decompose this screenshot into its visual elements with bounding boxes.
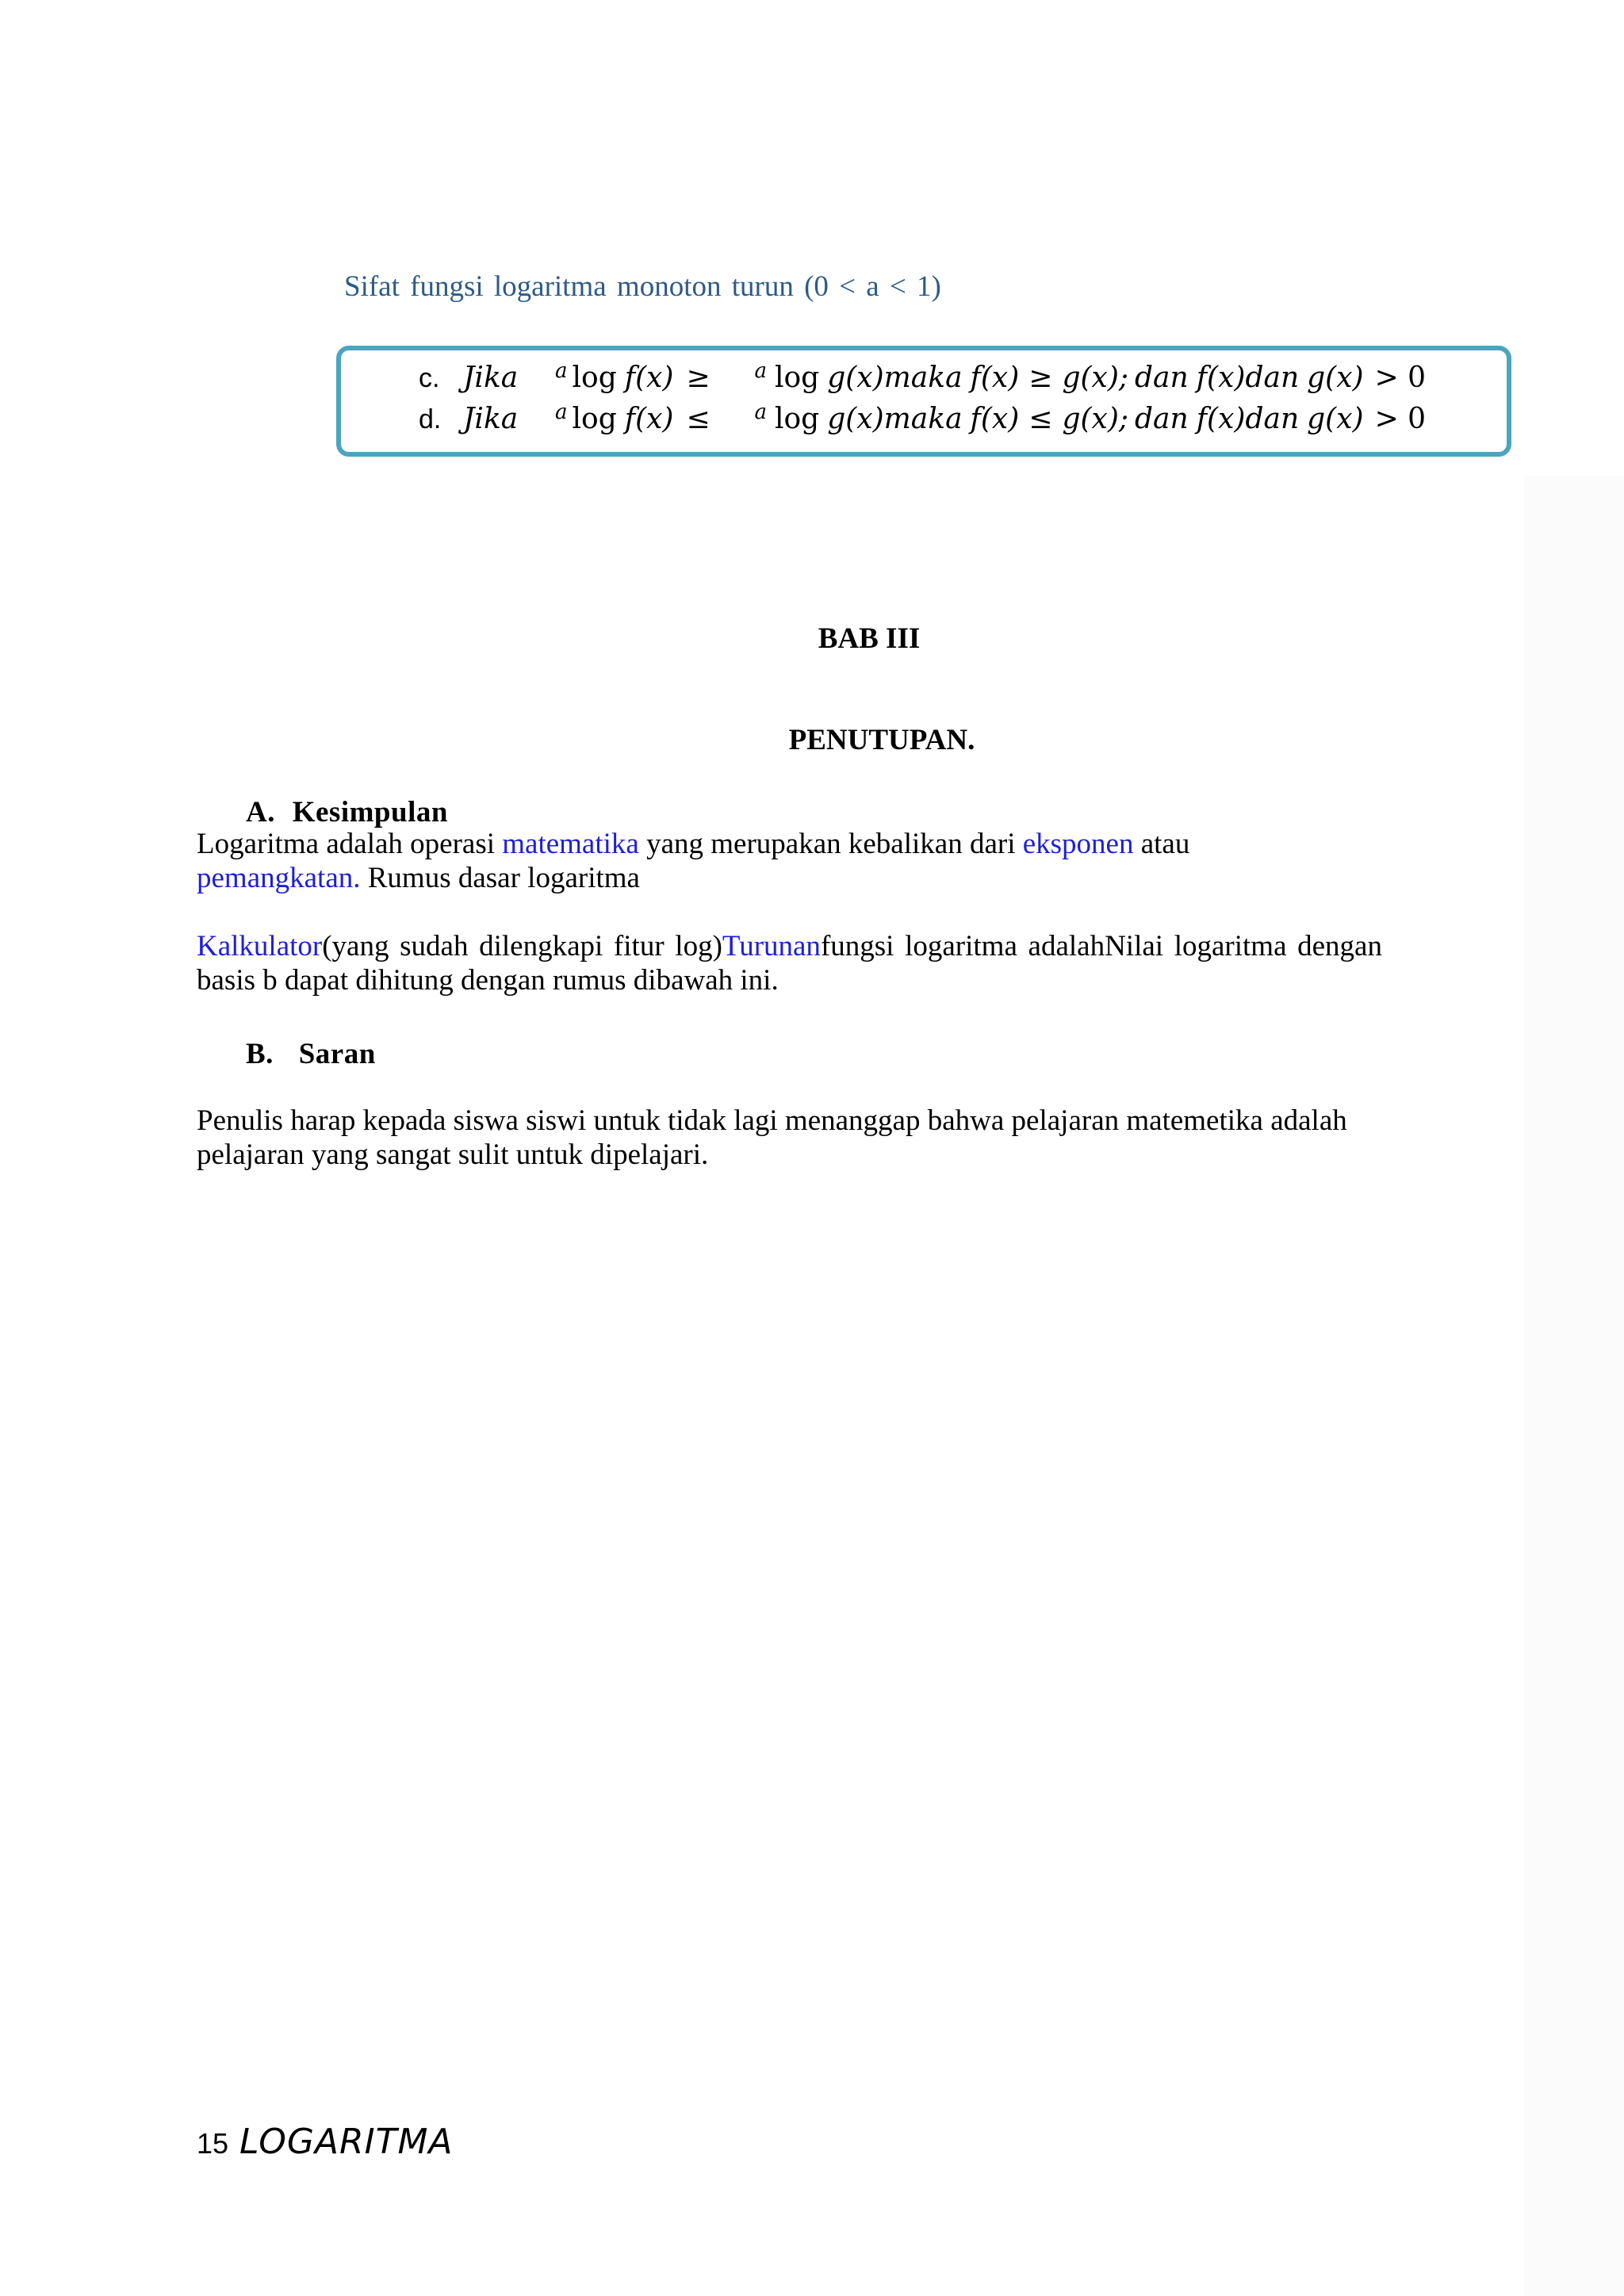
text-run: (yang sudah dilengkapi fitur log) — [322, 930, 722, 962]
gx-text: g(x) — [827, 362, 884, 394]
kesimpulan-paragraph-1 — [197, 827, 1386, 895]
text-run: Rumus dasar logaritma — [360, 862, 640, 894]
maka-text: maka — [883, 403, 963, 435]
dan-text: dan — [1245, 362, 1300, 394]
gx-text: g(x); — [1062, 362, 1129, 394]
jika-text: Jika — [463, 362, 519, 394]
gx-text: g(x); — [1062, 403, 1129, 435]
log-base: a — [555, 400, 568, 424]
sifat-heading: Sifat fungsi logaritma monoton turun (0 < a < 1) — [344, 270, 941, 303]
property-box — [336, 346, 1511, 457]
kesimpulan-paragraph-2 — [197, 929, 1382, 997]
page-number: 15 — [197, 2127, 229, 2160]
jika-text: Jika — [463, 403, 519, 435]
fx-text: f(x) — [1196, 362, 1246, 394]
section-a-heading — [246, 795, 448, 829]
log-base: a — [754, 359, 767, 383]
link-matematika[interactable]: matematika — [502, 828, 639, 860]
chapter-heading: BAB III — [818, 622, 921, 655]
relation-symbol: ≥ — [1028, 362, 1053, 394]
fx-text: f(x) — [970, 403, 1020, 435]
chapter-title: PENUTUPAN. — [788, 724, 975, 756]
dan-text: dan — [1135, 403, 1189, 435]
page-footer — [197, 2122, 454, 2162]
maka-text: maka — [883, 362, 963, 394]
text-run: yang merupakan kebalikan dari — [638, 828, 1023, 860]
footer-title: LOGARITMA — [239, 2122, 454, 2162]
dan-text: dan — [1245, 403, 1300, 435]
fx-text: f(x) — [1196, 403, 1246, 435]
fx-text: f(x) — [624, 362, 674, 394]
log-base: a — [754, 400, 767, 424]
property-line-c — [419, 359, 1427, 400]
log-text: log — [774, 362, 820, 394]
section-b-title: Saran — [298, 1038, 376, 1070]
text-run: atau — [1133, 828, 1190, 860]
relation-symbol: ≥ — [686, 362, 710, 394]
relation-symbol: ≤ — [686, 403, 710, 435]
relation-symbol: ≤ — [1028, 403, 1053, 435]
fx-text: f(x) — [970, 362, 1020, 394]
link-eksponen[interactable]: eksponen — [1022, 828, 1134, 860]
section-b-heading — [246, 1037, 376, 1071]
condition-text: > 0 — [1374, 403, 1427, 435]
section-a-title: Kesimpulan — [292, 796, 448, 828]
fx-text: f(x) — [624, 403, 674, 435]
gx-text: g(x) — [827, 403, 884, 435]
text-run: Logaritma adalah operasi — [197, 828, 503, 860]
log-text: log — [572, 362, 617, 394]
log-base: a — [555, 359, 568, 383]
property-line-d — [419, 400, 1427, 441]
gx-text: g(x) — [1307, 362, 1364, 394]
gx-text: g(x) — [1307, 403, 1364, 435]
page-edge-shade — [1524, 476, 1624, 2296]
property-letter: c. — [419, 363, 440, 393]
section-a-letter: A. — [246, 796, 275, 828]
text-run: fungsi logaritma adalahNilai logaritma dengan basis b dapat dihitung dengan rumus dibawah ini. — [197, 930, 1382, 997]
property-letter: d. — [419, 404, 442, 434]
link-kalkulator[interactable]: Kalkulator — [197, 930, 323, 962]
section-b-letter: B. — [246, 1038, 274, 1070]
dan-text: dan — [1135, 362, 1189, 394]
log-text: log — [572, 403, 617, 435]
condition-text: > 0 — [1374, 362, 1427, 394]
link-pemangkatan[interactable]: pemangkatan. — [197, 862, 361, 894]
link-turunan[interactable]: Turunan — [722, 930, 821, 962]
log-text: log — [774, 403, 820, 435]
saran-paragraph: Penulis harap kepada siswa siswi untuk tidak lagi menanggap bahwa pelajaran matemetika adalah pelajaran yang sangat sulit untuk dipelajari. — [197, 1104, 1347, 1171]
